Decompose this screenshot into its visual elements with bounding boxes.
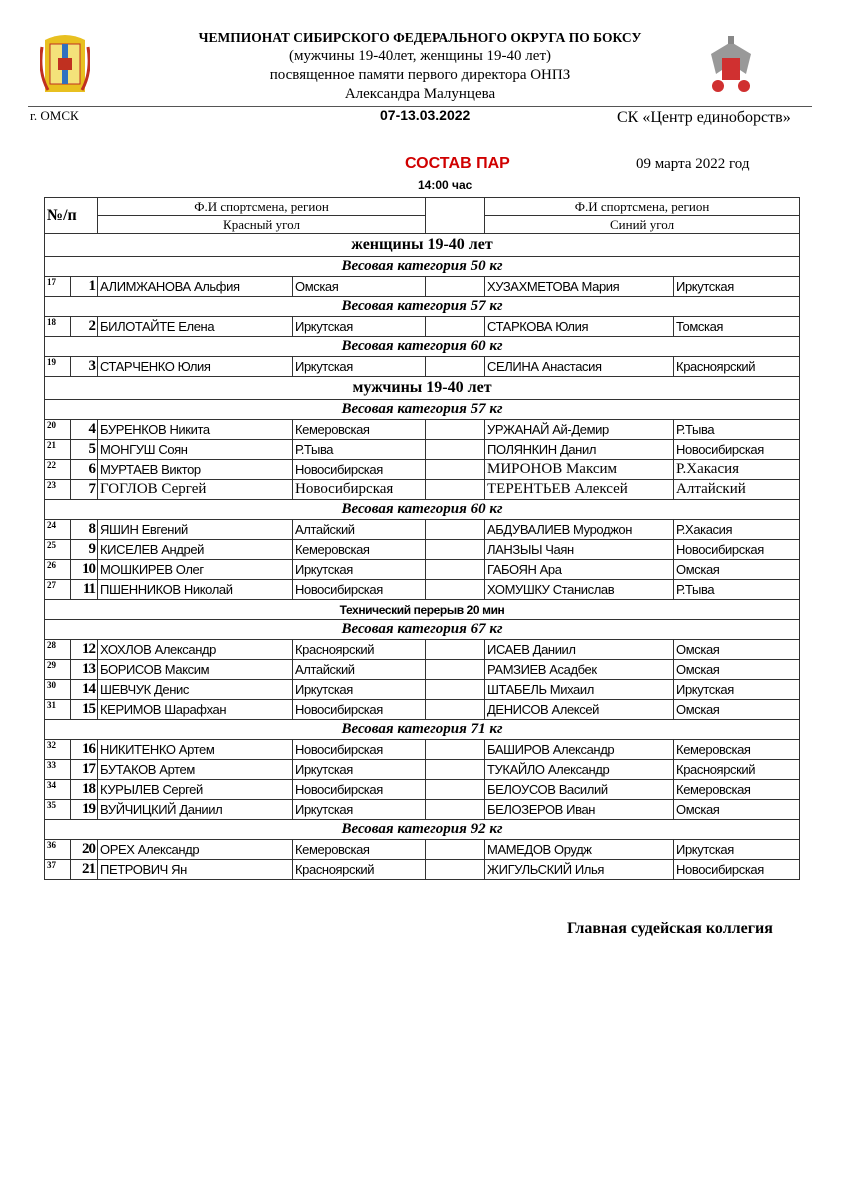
blue-athlete-region: Иркутская	[674, 277, 800, 297]
blue-athlete-region: Р.Хакасия	[674, 520, 800, 540]
col-header-number: №/п	[45, 198, 98, 234]
pair-number: 16	[71, 740, 98, 760]
pair-number: 2	[71, 317, 98, 337]
table-row	[45, 840, 800, 860]
table-row	[45, 520, 800, 540]
spacer-cell	[426, 460, 485, 480]
blue-athlete-region: Иркутская	[674, 840, 800, 860]
red-athlete-region: Красноярский	[293, 640, 426, 660]
blue-athlete-region: Р.Хакасия	[674, 460, 800, 480]
table-header-row	[45, 198, 800, 216]
omsk-coat-of-arms-icon	[40, 32, 90, 98]
blue-athlete-name: СТАРКОВА Юлия	[485, 317, 674, 337]
blue-athlete-name: УРЖАНАЙ Ай-Демир	[485, 420, 674, 440]
spacer-cell	[426, 660, 485, 680]
table-row	[45, 760, 800, 780]
weight-category-row	[45, 500, 800, 520]
blue-athlete-region: Омская	[674, 640, 800, 660]
technical-break-label: Технический перерыв 20 мин	[45, 600, 800, 620]
blue-athlete-name: МИРОНОВ Максим	[485, 460, 674, 480]
bout-index: 25	[45, 540, 71, 560]
blue-athlete-region: Новосибирская	[674, 860, 800, 880]
bout-index: 28	[45, 640, 71, 660]
blue-athlete-name: РАМЗИЕВ Асадбек	[485, 660, 674, 680]
pair-number: 3	[71, 357, 98, 377]
blue-athlete-region: Кемеровская	[674, 740, 800, 760]
weight-category-row	[45, 337, 800, 357]
blue-athlete-region: Омская	[674, 700, 800, 720]
red-athlete-region: Новосибирская	[293, 740, 426, 760]
weight-category-row	[45, 257, 800, 277]
spacer-cell	[426, 680, 485, 700]
blue-athlete-region: Омская	[674, 560, 800, 580]
col-header-red-fio: Ф.И спортсмена, регион	[98, 198, 426, 216]
pair-number: 10	[71, 560, 98, 580]
subtitle: (мужчины 19-40лет, женщины 19-40 лет)	[289, 48, 551, 64]
pair-number: 9	[71, 540, 98, 560]
bout-index: 33	[45, 760, 71, 780]
pair-number: 21	[71, 860, 98, 880]
red-athlete-region: Иркутская	[293, 680, 426, 700]
pairs-table	[44, 197, 800, 880]
pair-number: 4	[71, 420, 98, 440]
weight-category-heading: Весовая категория 92 кг	[45, 820, 800, 840]
red-athlete-region: Алтайский	[293, 520, 426, 540]
blue-athlete-region: Кемеровская	[674, 780, 800, 800]
spacer-cell	[426, 560, 485, 580]
red-athlete-name: ВУЙЧИЦКИЙ Даниил	[98, 800, 293, 820]
red-athlete-name: АЛИМЖАНОВА Альфия	[98, 277, 293, 297]
pair-number: 13	[71, 660, 98, 680]
red-athlete-region: Омская	[293, 277, 426, 297]
red-athlete-region: Новосибирская	[293, 480, 426, 500]
red-athlete-region: Кемеровская	[293, 420, 426, 440]
table-row	[45, 800, 800, 820]
city: г. ОМСК	[30, 108, 79, 123]
blue-athlete-name: ЖИГУЛЬСКИЙ Илья	[485, 860, 674, 880]
spacer-cell	[426, 580, 485, 600]
blue-athlete-region: Новосибирская	[674, 440, 800, 460]
bout-index: 34	[45, 780, 71, 800]
red-athlete-region: Новосибирская	[293, 580, 426, 600]
table-row	[45, 540, 800, 560]
blue-athlete-region: Омская	[674, 800, 800, 820]
red-athlete-name: БИЛОТАЙТЕ Елена	[98, 317, 293, 337]
bout-index: 24	[45, 520, 71, 540]
blue-athlete-name: ХОМУШКУ Станислав	[485, 580, 674, 600]
table-header-row	[45, 216, 800, 234]
pair-number: 1	[71, 277, 98, 297]
col-header-blue-fio: Ф.И спортсмена, регион	[485, 198, 800, 216]
bout-index: 21	[45, 440, 71, 460]
pair-number: 12	[71, 640, 98, 660]
red-athlete-region: Иркутская	[293, 760, 426, 780]
section-heading: мужчины 19-40 лет	[45, 377, 800, 400]
table-row	[45, 277, 800, 297]
event-dates: 07-13.03.2022	[380, 107, 471, 123]
spacer-cell	[426, 420, 485, 440]
blue-athlete-name: БЕЛОЗЕРОВ Иван	[485, 800, 674, 820]
pair-number: 20	[71, 840, 98, 860]
red-athlete-name: НИКИТЕНКО Артем	[98, 740, 293, 760]
col-header-spacer	[426, 198, 485, 234]
spacer-cell	[426, 277, 485, 297]
pair-number: 15	[71, 700, 98, 720]
pair-number: 14	[71, 680, 98, 700]
weight-category-row	[45, 400, 800, 420]
red-athlete-region: Новосибирская	[293, 460, 426, 480]
pair-number: 18	[71, 780, 98, 800]
blue-athlete-region: Томская	[674, 317, 800, 337]
section-row	[45, 377, 800, 400]
table-row	[45, 357, 800, 377]
table-row	[45, 580, 800, 600]
blue-athlete-name: ТУКАЙЛО Александр	[485, 760, 674, 780]
page-title: СОСТАВ ПАР	[405, 155, 510, 172]
pair-number: 8	[71, 520, 98, 540]
col-header-blue-corner: Синий угол	[485, 216, 800, 234]
col-header-red-corner: Красный угол	[98, 216, 426, 234]
bout-index: 36	[45, 840, 71, 860]
blue-athlete-name: СЕЛИНА Анастасия	[485, 357, 674, 377]
bout-index: 20	[45, 420, 71, 440]
red-athlete-name: МОНГУШ Соян	[98, 440, 293, 460]
weight-category-heading: Весовая категория 60 кг	[45, 337, 800, 357]
blue-athlete-region: Иркутская	[674, 680, 800, 700]
table-row	[45, 660, 800, 680]
spacer-cell	[426, 700, 485, 720]
spacer-cell	[426, 780, 485, 800]
table-row	[45, 317, 800, 337]
red-athlete-region: Иркутская	[293, 317, 426, 337]
spacer-cell	[426, 540, 485, 560]
red-athlete-name: БОРИСОВ Максим	[98, 660, 293, 680]
session-date: 09 марта 2022 год	[636, 156, 750, 172]
section-heading: женщины 19-40 лет	[45, 234, 800, 257]
blue-athlete-name: ИСАЕВ Даниил	[485, 640, 674, 660]
red-athlete-name: ПШЕННИКОВ Николай	[98, 580, 293, 600]
red-athlete-name: МОШКИРЕВ Олег	[98, 560, 293, 580]
table-row	[45, 420, 800, 440]
red-athlete-name: СТАРЧЕНКО Юлия	[98, 357, 293, 377]
blue-athlete-name: ГАБОЯН Ара	[485, 560, 674, 580]
blue-athlete-name: БЕЛОУСОВ Василий	[485, 780, 674, 800]
bout-index: 35	[45, 800, 71, 820]
championship-title: ЧЕМПИОНАТ СИБИРСКОГО ФЕДЕРАЛЬНОГО ОКРУГА ПО БОКСУ	[198, 30, 642, 45]
red-athlete-name: БУРЕНКОВ Никита	[98, 420, 293, 440]
blue-athlete-name: ШТАБЕЛЬ Михаил	[485, 680, 674, 700]
bout-index: 27	[45, 580, 71, 600]
table-row	[45, 480, 800, 500]
blue-athlete-name: АБДУВАЛИЕВ Муроджон	[485, 520, 674, 540]
spacer-cell	[426, 357, 485, 377]
bout-index: 23	[45, 480, 71, 500]
red-athlete-region: Иркутская	[293, 560, 426, 580]
table-row	[45, 460, 800, 480]
weight-category-heading: Весовая категория 71 кг	[45, 720, 800, 740]
pair-number: 11	[71, 580, 98, 600]
red-athlete-name: КИСЕЛЕВ Андрей	[98, 540, 293, 560]
weight-category-heading: Весовая категория 57 кг	[45, 297, 800, 317]
blue-athlete-region: Красноярский	[674, 357, 800, 377]
spacer-cell	[426, 860, 485, 880]
bout-index: 29	[45, 660, 71, 680]
bout-index: 18	[45, 317, 71, 337]
weight-category-heading: Весовая категория 67 кг	[45, 620, 800, 640]
table-row	[45, 740, 800, 760]
bout-index: 17	[45, 277, 71, 297]
spacer-cell	[426, 520, 485, 540]
table-row	[45, 860, 800, 880]
table-row	[45, 640, 800, 660]
session-time: 14:00 час	[418, 178, 473, 192]
table-row	[45, 700, 800, 720]
table-row	[45, 680, 800, 700]
red-athlete-name: ПЕТРОВИЧ Ян	[98, 860, 293, 880]
red-athlete-region: Новосибирская	[293, 780, 426, 800]
weight-category-heading: Весовая категория 60 кг	[45, 500, 800, 520]
red-athlete-name: МУРТАЕВ Виктор	[98, 460, 293, 480]
blue-athlete-region: Новосибирская	[674, 540, 800, 560]
red-athlete-region: Иркутская	[293, 357, 426, 377]
blue-athlete-name: БАШИРОВ Александр	[485, 740, 674, 760]
table-row	[45, 780, 800, 800]
weight-category-heading: Весовая категория 50 кг	[45, 257, 800, 277]
bout-index: 37	[45, 860, 71, 880]
red-athlete-region: Кемеровская	[293, 840, 426, 860]
red-athlete-region: Красноярский	[293, 860, 426, 880]
spacer-cell	[426, 440, 485, 460]
blue-athlete-name: ПОЛЯНКИН Данил	[485, 440, 674, 460]
venue: СК «Центр единоборств»	[617, 109, 791, 126]
red-athlete-region: Алтайский	[293, 660, 426, 680]
spacer-cell	[426, 740, 485, 760]
blue-athlete-name: ЛАНЗЫЫ Чаян	[485, 540, 674, 560]
spacer-cell	[426, 840, 485, 860]
spacer-cell	[426, 800, 485, 820]
red-athlete-name: ЯШИН Евгений	[98, 520, 293, 540]
pair-number: 7	[71, 480, 98, 500]
section-row	[45, 234, 800, 257]
table-row	[45, 440, 800, 460]
red-athlete-name: ХОХЛОВ Александр	[98, 640, 293, 660]
bout-index: 32	[45, 740, 71, 760]
break-row	[45, 600, 800, 620]
bout-index: 26	[45, 560, 71, 580]
red-athlete-region: Новосибирская	[293, 700, 426, 720]
bout-index: 22	[45, 460, 71, 480]
table-row	[45, 560, 800, 580]
red-athlete-name: ОРЕХ Александр	[98, 840, 293, 860]
red-athlete-region: Р.Тыва	[293, 440, 426, 460]
bout-index: 19	[45, 357, 71, 377]
boxing-federation-logo-icon	[706, 34, 756, 100]
red-athlete-name: ГОГЛОВ Сергей	[98, 480, 293, 500]
spacer-cell	[426, 317, 485, 337]
judges-panel-signature: Главная судейская коллегия	[567, 920, 773, 937]
red-athlete-name: БУТАКОВ Артем	[98, 760, 293, 780]
weight-category-heading: Весовая категория 57 кг	[45, 400, 800, 420]
weight-category-row	[45, 720, 800, 740]
red-athlete-region: Иркутская	[293, 800, 426, 820]
bout-index: 30	[45, 680, 71, 700]
pair-number: 17	[71, 760, 98, 780]
dedication-name: Александра Малунцева	[344, 86, 496, 102]
pair-number: 19	[71, 800, 98, 820]
red-athlete-name: КУРЫЛЕВ Сергей	[98, 780, 293, 800]
spacer-cell	[426, 760, 485, 780]
red-athlete-name: КЕРИМОВ Шарафхан	[98, 700, 293, 720]
dedication: посвященное памяти первого директора ОНПЗ	[269, 67, 571, 83]
blue-athlete-name: ДЕНИСОВ Алексей	[485, 700, 674, 720]
weight-category-row	[45, 297, 800, 317]
blue-athlete-region: Красноярский	[674, 760, 800, 780]
pair-number: 5	[71, 440, 98, 460]
spacer-cell	[426, 640, 485, 660]
red-athlete-region: Кемеровская	[293, 540, 426, 560]
pair-number: 6	[71, 460, 98, 480]
blue-athlete-region: Алтайский	[674, 480, 800, 500]
weight-category-row	[45, 820, 800, 840]
blue-athlete-name: ТЕРЕНТЬЕВ Алексей	[485, 480, 674, 500]
blue-athlete-name: МАМЕДОВ Орудж	[485, 840, 674, 860]
blue-athlete-region: Омская	[674, 660, 800, 680]
red-athlete-name: ШЕВЧУК Денис	[98, 680, 293, 700]
blue-athlete-region: Р.Тыва	[674, 580, 800, 600]
spacer-cell	[426, 480, 485, 500]
bout-index: 31	[45, 700, 71, 720]
weight-category-row	[45, 620, 800, 640]
blue-athlete-region: Р.Тыва	[674, 420, 800, 440]
blue-athlete-name: ХУЗАХМЕТОВА Мария	[485, 277, 674, 297]
